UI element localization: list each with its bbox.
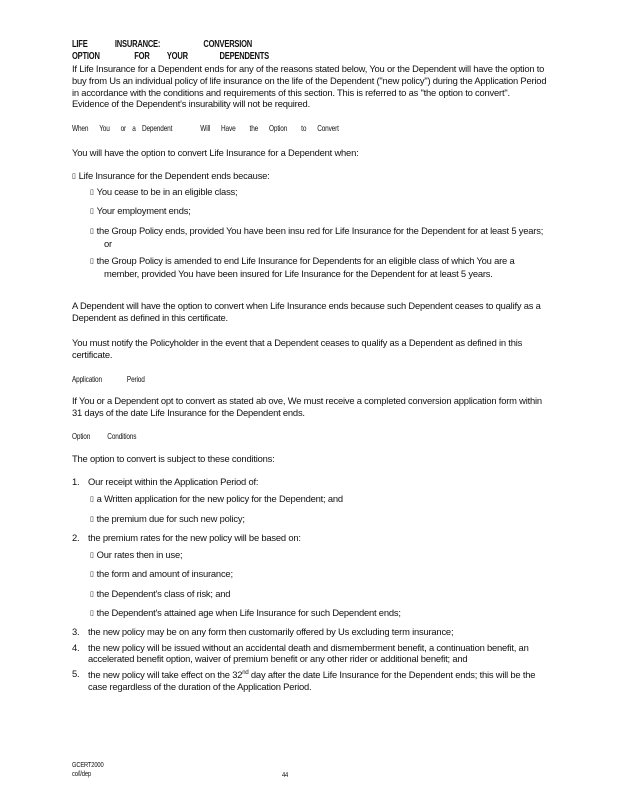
when-sub-list [90, 186, 548, 280]
heading-word: Option [269, 123, 288, 133]
list-item: ▯ the Group Policy ends, provided You have been insu red for Life Insurance for the Dependent for at least 5 years; or [90, 225, 548, 250]
title-word: OPTION [72, 50, 100, 62]
section-heading-option [72, 431, 228, 441]
list-item: ▯ the form and amount of insurance; [90, 568, 548, 581]
list-item: ▯ Your employment ends; [90, 205, 548, 218]
list-item: ▯ You cease to be in an eligible class; [90, 186, 548, 199]
page-number: 44 [282, 770, 289, 779]
condition-item [72, 476, 548, 487]
condition-sub-list [72, 493, 548, 526]
dependent-paragraph: A Dependent will have the option to convert when Life Insurance ends because such Dependent ceases to qualify as a Dependent as defined in this certificate. [72, 300, 541, 323]
list-item: ▯ the premium due for such new policy; [90, 513, 548, 526]
list-item: ▯ a Written application for the new policy for the Dependent; and [90, 493, 548, 506]
heading-word: or [120, 123, 127, 133]
notify-paragraph: You must notify the Policyholder in the event that a Dependent ceases to qualify as a Dependent as defined in this certificate. [72, 337, 523, 360]
when-bullet: ▯ Life Insurance for the Dependent ends because: [72, 170, 548, 184]
title-word: CONVERSION [203, 38, 253, 50]
heading-word: Application [72, 374, 102, 384]
condition-text: day after the date Life Insurance for the Dependent ends; this will be the case regardless of the duration of the Application Period. [88, 669, 536, 692]
condition-text: the new policy may be on any form then customarily offered by Us excluding term insurance; [88, 626, 454, 638]
ordinal-suffix: nd [242, 670, 249, 677]
title-word: YOUR [166, 50, 188, 62]
condition-text: Our receipt within the Application Period of: [88, 476, 259, 487]
heading-word: When [72, 123, 89, 133]
list-item: ▯ the Dependent's attained age when Life Insurance for such Dependent ends; [90, 607, 548, 620]
list-item: ▯ Our rates then in use; [90, 549, 548, 562]
condition-item [72, 532, 548, 543]
title-word: LIFE [72, 38, 88, 50]
condition-number: 1. [72, 476, 80, 487]
condition-text: the premium rates for the new policy will be based on: [88, 531, 301, 543]
heading-word: Will [200, 123, 211, 133]
section-heading-application [72, 374, 228, 384]
condition-number: 4. [72, 641, 80, 653]
condition-sub-list [72, 549, 548, 620]
condition-item [72, 642, 548, 665]
when-lead: You will have the option to convert Life Insurance for a Dependent when: [72, 147, 359, 158]
heading-word: Convert [317, 123, 339, 133]
title-word: DEPENDENTS [219, 50, 270, 62]
heading-word: a [132, 123, 136, 133]
section-heading-when [72, 123, 384, 133]
page-title [72, 38, 360, 62]
condition-text: the new policy will be issued without an accidental death and dismemberment benefit, a continuation benefit, an accelerated benefit option, waiver of premium benefit or any other rider or additional benefit; and [88, 641, 529, 664]
condition-number: 3. [72, 626, 80, 638]
option-lead: The option to convert is subject to these conditions: [72, 453, 275, 464]
condition-text: the new policy will take effect on the 32 [88, 669, 243, 681]
condition-item [72, 668, 548, 692]
heading-word: Dependent [141, 123, 173, 133]
heading-word: to [301, 123, 307, 133]
footer-reference: co/l/dep [72, 769, 91, 778]
condition-number: 5. [72, 668, 80, 680]
title-word: INSURANCE: [114, 38, 161, 50]
list-item: ▯ the Group Policy is amended to end Life Insurance for Dependents for an eligible class of which You are a member, provided You have been insured for Life Insurance for the Dependent for at least 5 years. [90, 255, 548, 280]
heading-word: Have [221, 123, 236, 133]
condition-number: 2. [72, 531, 80, 543]
list-item: ▯ the Dependent's class of risk; and [90, 588, 548, 601]
title-word: FOR [134, 50, 150, 62]
intro-paragraph: If Life Insurance for a Dependent ends for any of the reasons stated below, You or the Dependent will have the option to buy from Us an individual policy of life insurance on the life of the Dependent ("new policy") during the Application Period in accordance with the conditions and requirements of this section. This is referred to as "the option to convert". Evidence of the Dependent's insurability will not be required. [72, 63, 547, 110]
footer-codes [72, 760, 134, 778]
condition-item [72, 626, 548, 637]
application-paragraph: If You or a Dependent opt to convert as stated ab ove, We must receive a completed conversion application form within 31 days of the date Life Insurance for the Dependent ends. [72, 395, 542, 418]
heading-word: Conditions [107, 431, 137, 441]
heading-word: You [99, 123, 110, 133]
heading-word: Period [126, 374, 145, 384]
conditions-list [72, 476, 548, 692]
heading-word: the [249, 123, 259, 133]
footer-form-code: GCERT2000 [72, 760, 104, 769]
heading-word: Option [72, 431, 91, 441]
